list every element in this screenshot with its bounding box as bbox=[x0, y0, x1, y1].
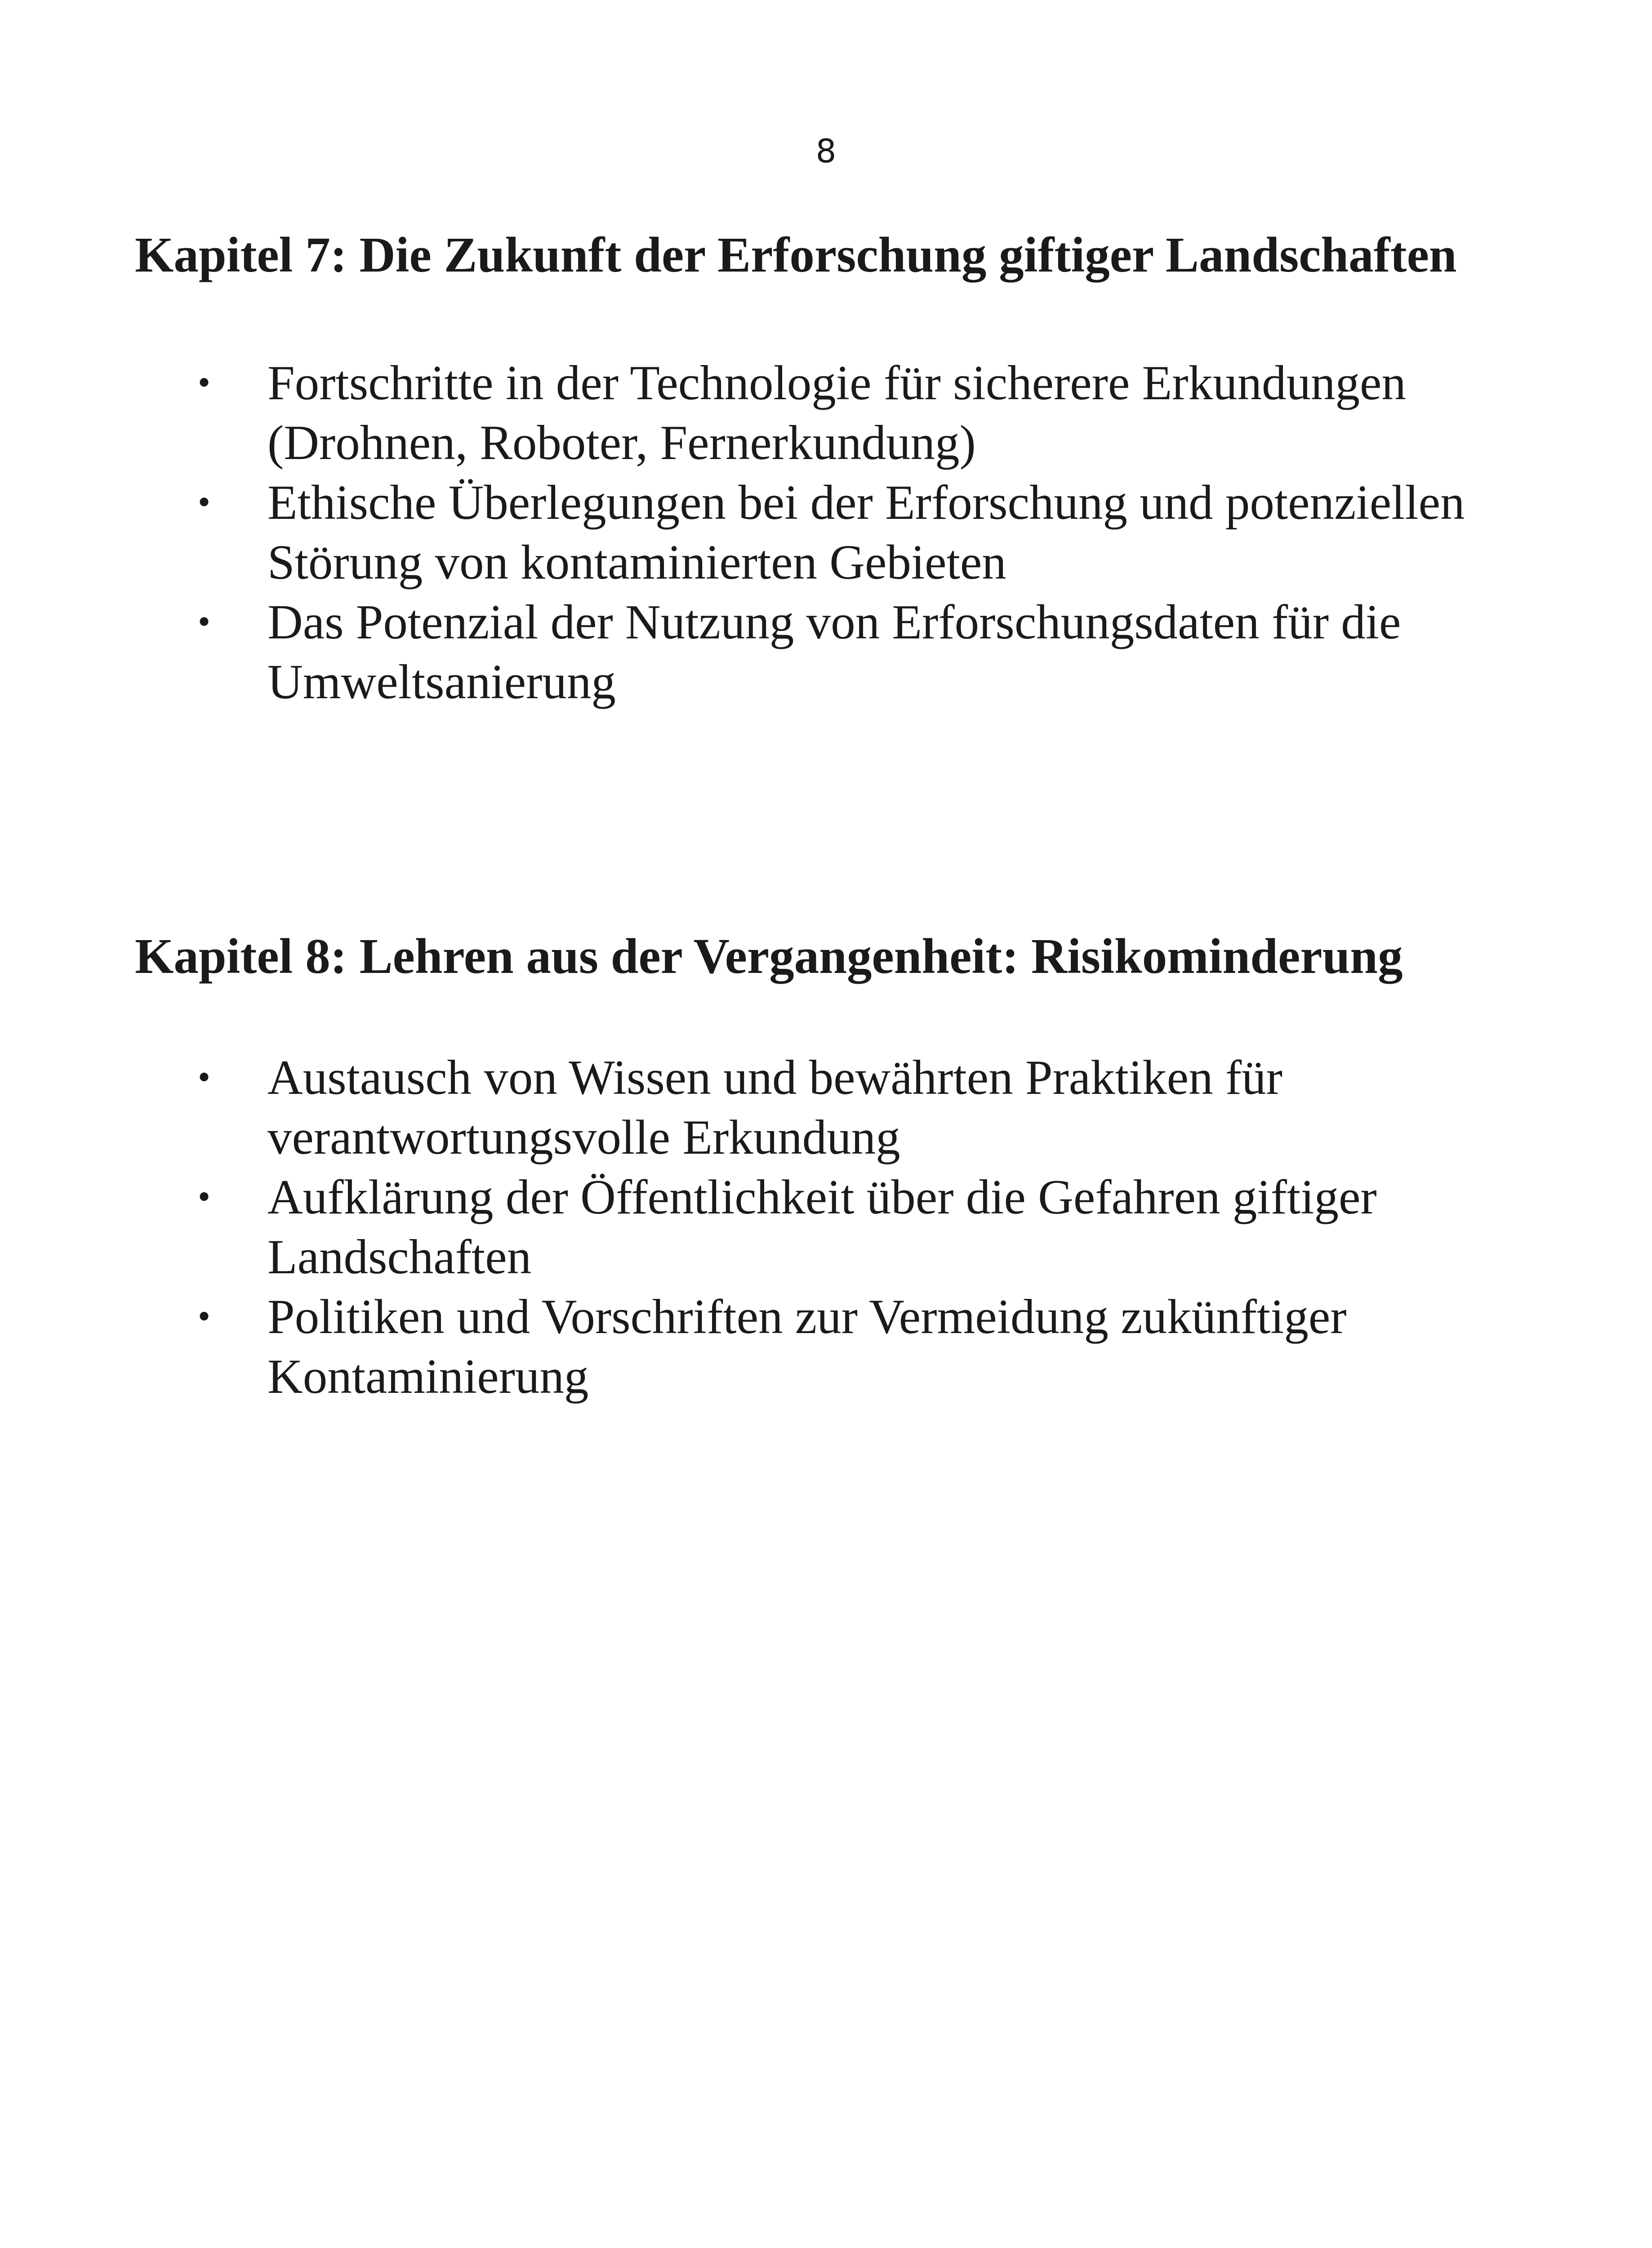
list-item bbox=[135, 1287, 1528, 1406]
chapter-7-list bbox=[135, 353, 1528, 712]
list-item bbox=[135, 1048, 1528, 1167]
bullet-icon: • bbox=[198, 1177, 211, 1217]
bullet-icon: • bbox=[198, 1297, 211, 1336]
list-item-text: Politiken und Vorschriften zur Vermeidung zukünftiger Kontaminierung bbox=[267, 1289, 1347, 1404]
list-item-text: Ethische Überlegungen bei der Erforschung und potenziellen Störung von kontaminierten Gebieten bbox=[267, 475, 1465, 589]
chapter-7-title: Kapitel 7: Die Zukunft der Erforschung giftiger Landschaften bbox=[135, 227, 1457, 283]
list-item bbox=[135, 592, 1528, 712]
bullet-icon: • bbox=[198, 1057, 211, 1097]
list-item-text: Austausch von Wissen und bewährten Praktiken für verantwortungsvolle Erkundung bbox=[267, 1050, 1282, 1164]
chapter-8-title: Kapitel 8: Lehren aus der Vergangenheit: Risikominderung bbox=[135, 929, 1403, 984]
bullet-icon: • bbox=[198, 602, 211, 642]
list-item bbox=[135, 473, 1528, 592]
list-item-text: Aufklärung der Öffentlichkeit über die Gefahren giftiger Landschaften bbox=[267, 1170, 1377, 1284]
bullet-icon: • bbox=[198, 482, 211, 522]
list-item bbox=[135, 1167, 1528, 1287]
list-item bbox=[135, 353, 1528, 473]
chapter-8-section bbox=[135, 926, 1528, 1406]
bullet-icon: • bbox=[198, 363, 211, 402]
chapter-7-section bbox=[135, 225, 1528, 712]
list-item-text: Fortschritte in der Technologie für sicherere Erkundungen (Drohnen, Roboter, Fernerkundung) bbox=[267, 356, 1406, 470]
chapter-8-list bbox=[135, 1048, 1528, 1406]
list-item-text: Das Potenzial der Nutzung von Erforschungsdaten für die Umweltsanierung bbox=[267, 595, 1401, 709]
page-number: 8 bbox=[815, 132, 837, 170]
